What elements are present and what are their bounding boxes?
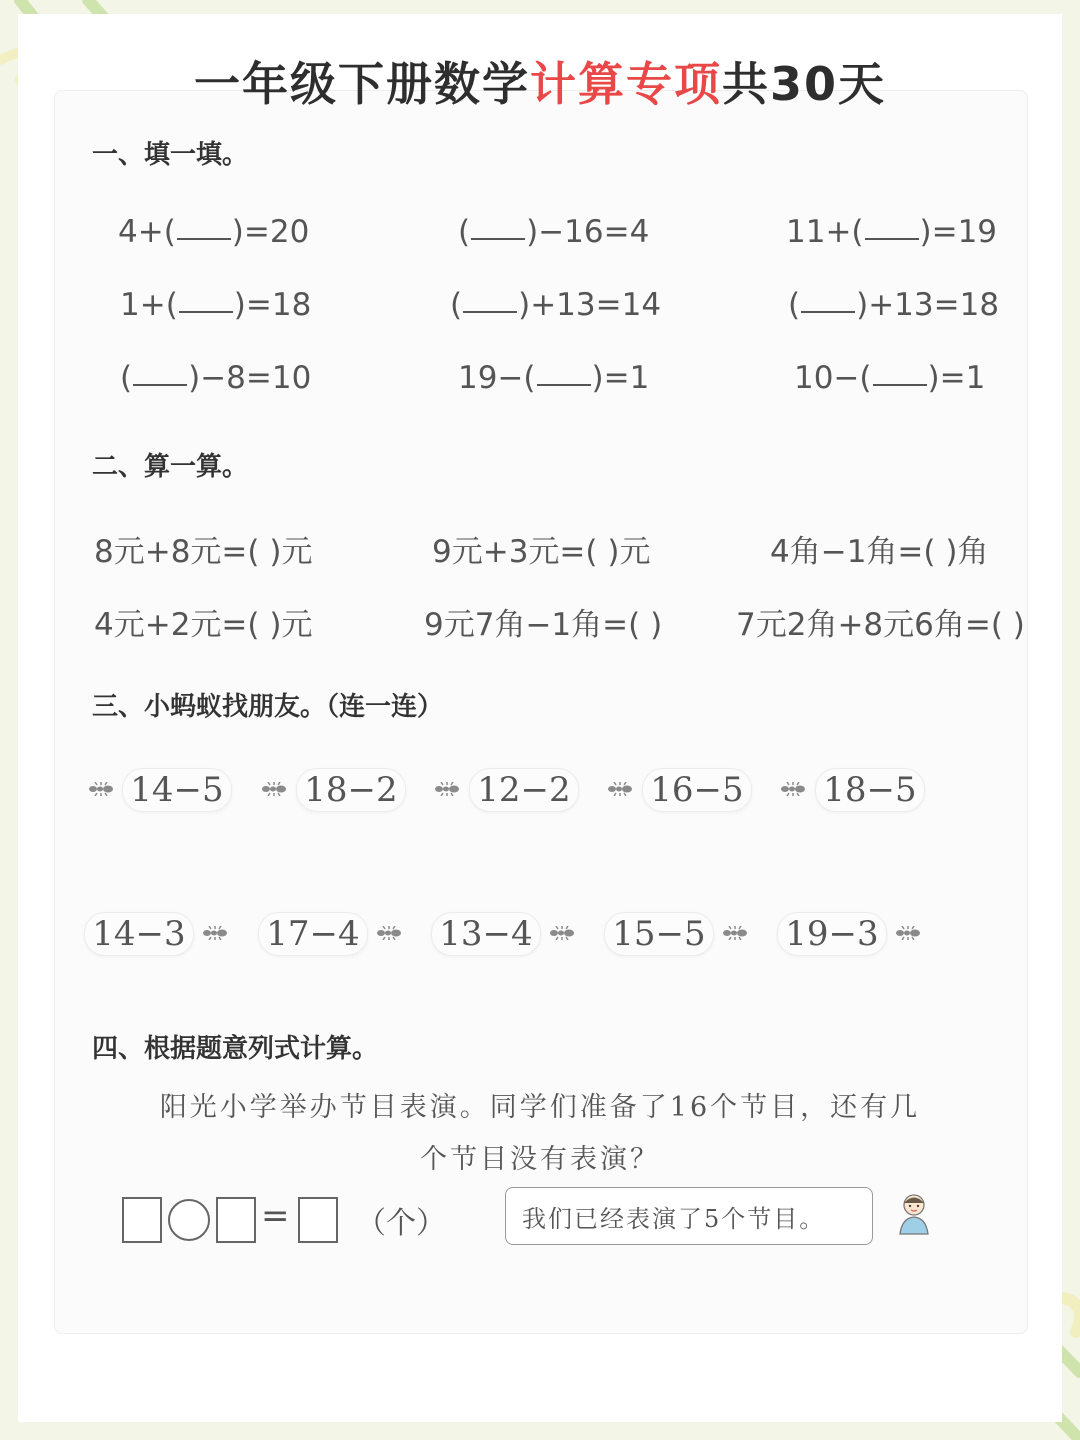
section3-heading: 三、小蚂蚁找朋友。（连一连） bbox=[92, 692, 444, 722]
equation-prefix: 19−( bbox=[458, 360, 536, 396]
unit-label: （个） bbox=[356, 1206, 446, 1241]
word-problem-line2: 个节目没有表演？ bbox=[420, 1144, 660, 1175]
fill-blank-equation bbox=[788, 287, 999, 323]
answer-blank[interactable] bbox=[177, 238, 231, 240]
equation-prefix: 10−( bbox=[794, 360, 872, 396]
fill-blank-equation bbox=[794, 360, 985, 396]
equation-suffix: )=18 bbox=[233, 287, 312, 323]
answer-blank[interactable] bbox=[801, 311, 855, 313]
equation-suffix: )=1 bbox=[927, 360, 986, 396]
word-problem-line1: 阳光小学举办节目表演。同学们准备了16个节目，还有几 bbox=[159, 1092, 921, 1123]
ant-icon bbox=[895, 926, 921, 940]
fill-blank-equation bbox=[458, 360, 649, 396]
section1-heading: 一、填一填。 bbox=[92, 140, 249, 170]
answer-blank[interactable] bbox=[873, 384, 927, 386]
answer-box[interactable] bbox=[216, 1197, 256, 1243]
ant-icon bbox=[434, 782, 460, 796]
answer-blank[interactable] bbox=[471, 238, 525, 240]
title-suffix: 共30天 bbox=[721, 57, 886, 111]
page-title bbox=[0, 48, 1080, 114]
money-problem: 4元+2元=( )元 bbox=[94, 607, 313, 643]
fill-blank-equation bbox=[786, 214, 997, 250]
ant-expression-pill[interactable]: 19−3 bbox=[777, 912, 887, 956]
ant-expression-pill[interactable]: 15−5 bbox=[604, 912, 714, 956]
money-problem: 9元7角−1角=( ) bbox=[424, 607, 663, 643]
equation-suffix: )=19 bbox=[919, 214, 998, 250]
equation-prefix: ( bbox=[450, 287, 463, 323]
ant-icon bbox=[88, 782, 114, 796]
ant-expression-pill[interactable]: 13−4 bbox=[431, 912, 541, 956]
ant-icon bbox=[722, 926, 748, 940]
ant-expression-pill[interactable]: 16−5 bbox=[642, 768, 752, 812]
child-avatar-icon bbox=[894, 1192, 934, 1236]
answer-blank[interactable] bbox=[865, 238, 919, 240]
fill-blank-equation bbox=[450, 287, 661, 323]
section2-heading: 二、算一算。 bbox=[92, 452, 249, 482]
speech-bubble bbox=[505, 1187, 873, 1245]
answer-box[interactable] bbox=[298, 1197, 338, 1243]
equation-prefix: ( bbox=[458, 214, 471, 250]
equation-prefix: 1+( bbox=[120, 287, 178, 323]
equation-suffix: )−8=10 bbox=[188, 360, 312, 396]
ant-icon bbox=[549, 926, 575, 940]
ant-icon bbox=[607, 782, 633, 796]
equals-sign: = bbox=[261, 1196, 290, 1236]
equation-prefix: 4+( bbox=[118, 214, 176, 250]
speech-text: 我们已经表演了5个节目。 bbox=[522, 1204, 826, 1233]
money-problem: 7元2角+8元6角=( ) bbox=[736, 607, 1025, 643]
ant-expression-pill[interactable]: 17−4 bbox=[258, 912, 368, 956]
ant-expression-pill[interactable]: 18−2 bbox=[296, 768, 406, 812]
equation-suffix: )=1 bbox=[591, 360, 650, 396]
equation-suffix: )−16=4 bbox=[526, 214, 650, 250]
fill-blank-equation bbox=[118, 214, 309, 250]
answer-blank[interactable] bbox=[133, 384, 187, 386]
equation-prefix: ( bbox=[120, 360, 133, 396]
title-prefix: 一年级下册数学 bbox=[193, 57, 530, 111]
title-highlight: 计算专项 bbox=[529, 57, 722, 111]
fill-blank-equation bbox=[120, 360, 311, 396]
fill-blank-equation bbox=[458, 214, 649, 250]
ant-icon bbox=[376, 926, 402, 940]
equation-suffix: )=20 bbox=[231, 214, 310, 250]
fill-blank-equation bbox=[120, 287, 311, 323]
money-problem: 8元+8元=( )元 bbox=[94, 534, 313, 570]
equation-prefix: ( bbox=[788, 287, 801, 323]
ant-expression-pill[interactable]: 14−5 bbox=[122, 768, 232, 812]
ant-icon bbox=[202, 926, 228, 940]
operator-circle[interactable] bbox=[168, 1199, 210, 1241]
answer-blank[interactable] bbox=[179, 311, 233, 313]
answer-blank[interactable] bbox=[463, 311, 517, 313]
answer-box[interactable] bbox=[122, 1197, 162, 1243]
ant-expression-pill[interactable]: 14−3 bbox=[84, 912, 194, 956]
equation-suffix: )+13=18 bbox=[856, 287, 1000, 323]
equation-prefix: 11+( bbox=[786, 214, 864, 250]
section4-heading: 四、根据题意列式计算。 bbox=[92, 1034, 379, 1064]
money-problem: 9元+3元=( )元 bbox=[432, 534, 651, 570]
money-problem: 4角−1角=( )角 bbox=[770, 534, 989, 570]
ant-expression-pill[interactable]: 12−2 bbox=[469, 768, 579, 812]
ant-icon bbox=[780, 782, 806, 796]
ant-expression-pill[interactable]: 18−5 bbox=[815, 768, 925, 812]
answer-blank[interactable] bbox=[537, 384, 591, 386]
ant-icon bbox=[261, 782, 287, 796]
equation-suffix: )+13=14 bbox=[518, 287, 662, 323]
